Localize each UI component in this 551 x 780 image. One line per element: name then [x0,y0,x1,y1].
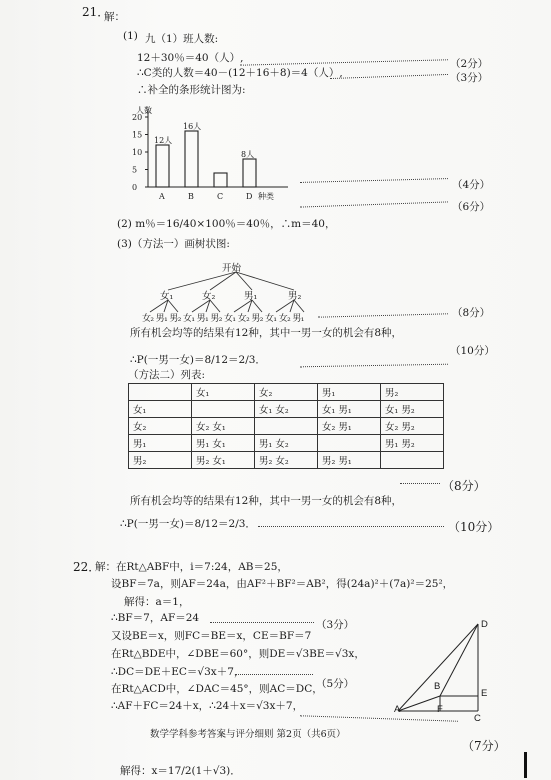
score-leader [240,59,448,65]
score-6: （6分） [452,201,491,213]
y-tick-label: 20 [132,113,143,122]
score-leader [330,74,448,79]
table-cell: 男₂ [129,452,192,469]
score-5: （5分） [316,678,355,690]
y-tick-label: 10 [132,148,143,157]
table-cell: 女₂ [255,384,318,401]
line-c-count: ∴C类的人数＝40－(12＋16＋8)＝4（人）, [137,67,343,79]
score-leader [300,178,448,183]
table-cell: 男₂ [381,384,444,401]
method-1-probability: ∴P(一男一女)＝8/12＝2/3． [130,354,266,366]
score-leader [210,622,314,623]
tree-node: 女₁ [160,291,174,302]
table-cell: 男₁ [318,384,381,401]
bar [185,131,198,187]
question-21-number: 21． [82,5,110,19]
table-cell: 男₁ 男₂ [381,435,444,452]
diagram-label-F: F [437,704,443,715]
geometry-diagram [392,618,502,718]
table-cell: 女₁ [129,401,192,418]
data-label: 12人 [154,136,173,145]
table-cell: 女₁ 女₂ [255,401,318,418]
answer-label: 解： [104,11,125,23]
table-cell: 男₁ 女₂ [255,435,318,452]
y-tick-label: 15 [132,130,143,140]
q22-line: 解得：a＝1， [124,596,190,608]
tree-node: 男₂ [288,291,302,302]
q22-line: 又设BE＝x，则FC＝BE＝x，CE＝BF＝7 [111,630,312,642]
score-2: （2分） [450,58,489,70]
line-total-calc: 12＋30％＝40（人）, [137,52,244,64]
data-label: 8人 [241,150,255,159]
part-1-label: (1) [123,30,138,42]
table-cell: 女₁ 男₂ [381,401,444,418]
table-cell [318,435,381,452]
table-cell: 女₁ [192,384,255,401]
y-tick-label: 0 [132,183,138,192]
x-tick-label: A [159,192,165,201]
q22-line: 在Rt△ACD中，∠DAC＝45°，则AC＝DC， [111,683,323,695]
bar [156,145,169,187]
scan-edge-mark [524,752,527,778]
tree-leaves: 女₂ 男₁ 男₂ 女₁ 男₁ 男₂ 女₁ 女₂ 男₂ 女₁ 女₂ 男₁ [142,314,304,324]
line-class-count: 九（1）班人数: [145,33,219,45]
score-leader [300,364,448,368]
bar-chart [118,104,298,204]
score-3: （3分） [450,72,489,84]
tree-root: 开始 [222,263,242,274]
table-cell [255,418,318,435]
tree-node: 男₁ [244,291,258,302]
q22-line: 解：在Rt△ABF中，i＝7:24，AB＝25， [95,561,288,573]
q22-line: 在Rt△BDE中，∠DBE＝60°，则DE＝√3BE＝√3x， [111,648,365,660]
score-10: （10分） [450,345,495,357]
tree-node: 女₂ [202,291,216,302]
x-tick-label: B [188,192,194,201]
y-tick-label: 5 [132,165,138,175]
table-cell: 男₂ 女₁ [192,452,255,469]
score-leader [258,526,444,527]
table-cell: 男₁ 女₁ [192,435,255,452]
part-2-line: (2) m％＝16/40×100％＝40％，∴m＝40， [117,218,336,230]
table-cell: 男₁ [129,435,192,452]
table-cell: 男₂ 男₁ [318,452,381,469]
x-axis-label: 种类 [258,192,274,201]
score-3: （3分） [316,619,355,631]
table-cell: 女₂ 女₁ [192,418,255,435]
q22-line: 设BF＝7a，则AF＝24a，由AF²＋BF²＝AB²，得(24a)²＋(7a)²＝25²， [111,578,454,590]
score-leader [235,674,313,675]
q22-line: ∴BF＝7，AF＝24 [111,612,200,624]
score-4: （4分） [452,179,491,191]
table-cell: 女₂ [129,418,192,435]
diagram-label-E: E [481,688,488,699]
score-7: （7分） [462,739,506,753]
outcome-table [128,383,444,469]
table-cell [129,384,192,401]
table-cell: 男₂ 女₂ [255,452,318,469]
method-2-heading: （方法二）列表: [128,369,206,381]
method-2-probability: ∴P(一男一女)＝8/12＝2/3． [120,518,256,530]
method-1-outcomes: 所有机会均等的结果有12种，其中一男一女的机会有8种， [130,327,403,339]
question-22-number: 22． [73,560,101,574]
score-8: （8分） [452,307,491,319]
score-leader [300,201,448,207]
page-footer: 数学学科参考答案与评分细则 第2页（共6页） [150,729,346,740]
x-tick-label: D [246,192,253,201]
diagram-label-D: D [481,619,488,630]
diagram-label-B: B [434,681,441,692]
q22-line: ∴AF＋FC＝24＋x，∴24＋x＝√3x＋7， [111,700,304,712]
y-axis-label: 人数 [136,106,152,115]
method-2-outcomes: 所有机会均等的结果有12种，其中一男一女的机会有8种， [130,495,403,507]
bar [243,159,256,187]
line-BD [440,624,478,696]
table-cell: 女₁ 男₁ [318,401,381,418]
table-cell [192,401,255,418]
data-label: 16人 [183,122,202,131]
x-tick-label: C [217,192,224,201]
score-10: （10分） [448,520,500,534]
q22-line: ∴DC＝DE＋EC＝√3x＋7， [111,666,245,678]
score-8: （8分） [442,479,486,493]
diagram-label-C: C [474,713,481,724]
line-AD [398,624,478,711]
diagram-label-A: A [394,704,401,715]
line-completed-chart: ∴补全的条形统计图为: [137,84,246,96]
table-cell [381,452,444,469]
table-cell: 女₂ 男₂ [381,418,444,435]
table-cell: 女₂ 男₁ [318,418,381,435]
q22-line: 解得：x＝17/2(1＋√3)． [120,765,241,777]
bar [214,173,227,187]
score-leader [400,483,440,484]
part-3-heading: (3)（方法一）画树状图: [117,238,230,250]
